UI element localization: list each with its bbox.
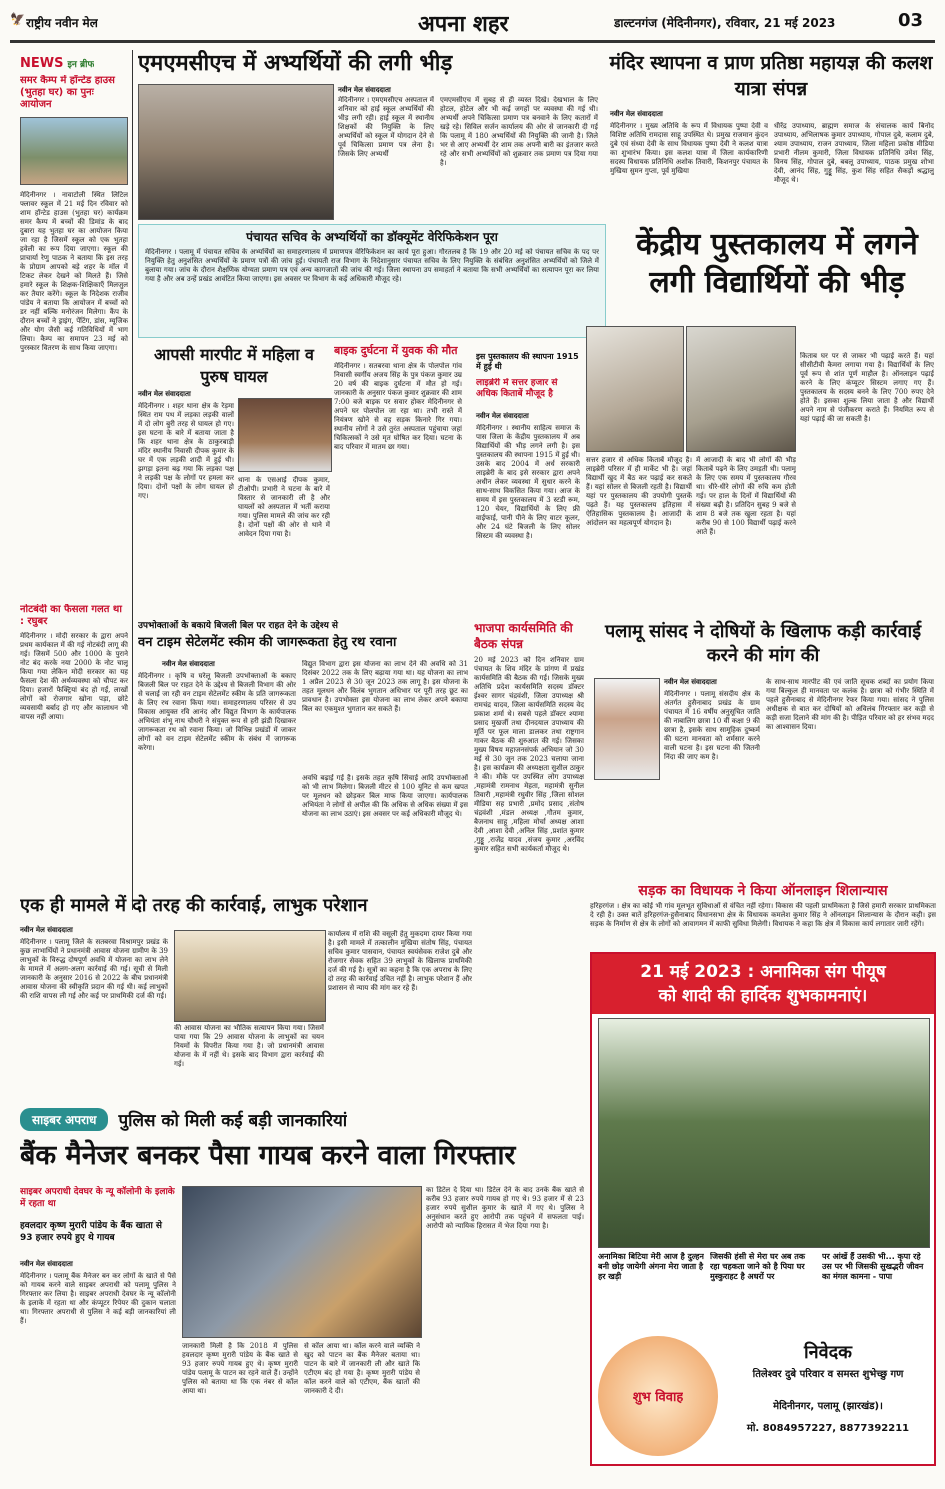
ad-logo (598, 1336, 718, 1456)
notebandi-headline: नोटबंदी का फैसला गलत था : रघुबर (20, 604, 122, 627)
ad-couple-photo (598, 1018, 930, 1248)
masthead-divider (10, 40, 935, 43)
ad-date-line: 21 मई 2023 : अनामिका संग पीयूष (592, 954, 934, 984)
ots-story (138, 620, 468, 886)
library-photo-1 (586, 326, 684, 452)
mmch-story (138, 50, 600, 220)
wedding-ad (590, 952, 936, 1466)
library-col4: किताब घर पर से जाकर भी पढ़ाई करते हैं। यहां सीसीटीवी कैमरा लगाया गया है। विद्यार्थियों के लिए पूर्व रूप से शांत पूर्ण माहौल है। ऑनलाइन पढ़ाई करने के लिए कंप्यूटर सिस्टम लगाए गए हैं। पुस्तकालय के सदस्य बनने के लिए 700 रुपए देने होते हैं। इसका शुल्क लिया जाता है और विद्यार्थी अपने नाम से पंजीकरण कराते हैं। नियमित रूप से यहां पढ़ाई की जा सकती है। (800, 352, 934, 423)
saansad-col1: मेदिनीनगर । पलामू संसदीय क्षेत्र के अंतर्गत हुसैनाबाद प्रखंड के ग्राम पंचायत में 16 वर्षीय अनुसूचित जाति की नाबालिग छात्रा 10 वीं कक्षा 9 की छात्रा है, इसके साथ सामूहिक दुष्कर्म की घटना मानवता को शर्मसार करने वाली घटना है। इस घटना की जितनी निंदा की जाए कम है। (664, 690, 760, 761)
library-col2: सत्तर हजार से अधिक किताबें मौजूद है। लाइब्रेरी परिसर में ही मार्केट भी है। जहां विद्यार्थी खुद में बैठ कर पढ़ाई कर सकते हैं। यहां सोलर से बिजली रहती है। विद्यार्थी यहां पर पुस्तकालय की उपयोगी पुस्तकें पढ़ते हैं। यह पुस्तकालय इतिहास में ऐतिहासिक पुस्तकालय है। आजादी के आंदोलन का महत्वपूर्ण योगदान है। (586, 456, 692, 527)
marpit-photo (238, 398, 332, 472)
dohri-photo (174, 930, 326, 1022)
bike-headline: बाइक दुर्घटना में युवक की मौत (334, 344, 458, 357)
ad-logo-text: शुभ विवाह (632, 1390, 684, 1405)
page-number: 03 (898, 10, 924, 31)
marpit-headline: आपसी मारपीट में महिला व पुरुष घायल (154, 345, 314, 386)
cyber-tag: साइबर अपराध (20, 1108, 108, 1131)
cyber-photo (182, 1186, 422, 1338)
mmch-headline: एमएमसीएच में अभ्यर्थियों की लगी भीड़ (138, 51, 453, 76)
ad-place: मेदिनीनगर, पलामू (झारखंड)। (773, 1401, 883, 1412)
library-headline: केंद्रीय पुस्तकालय में लगने लगी विद्यार्थियों की भीड़ (636, 227, 918, 300)
cyber-col1: मेदिनीनगर । पलामू बैंक मैनेजर बन कर लोगों के खाते से पैसे को गायब करने वाले साइबर अपराधी को पलामू पुलिस ने गिरफ्तार कर लिया है। साइबर अपराधी देवघर के न्यू कॉलोनी के इलाके में रहता था और कंप्यूटर रिपेयर की दुकान चलाता था। गिरफ्तार अपराधी से पुलिस ने कई बड़ी जानकारियां ली हैं। (20, 1272, 176, 1325)
cyber-byline: नवीन मेल संवाददाता (20, 1260, 73, 1268)
brief-photo (20, 117, 128, 185)
library-caption: इस पुस्तकालय की स्थापना 1915 में हुई थी (476, 352, 579, 371)
ad-nivedak: निवेदक (803, 1342, 853, 1363)
masthead (0, 0, 945, 44)
cyber-col3: से कॉल आया था। कॉल करने वाले व्यक्ति ने खुद को पाटन का बैंक मैनेजर बताया था। पाटन के बारे में जानकारी ली और खाते कि एटीएम बंद हो गया है। कृष्ण मुरारी पांडेय से कॉल करने वाले को एटीएम, बैंक खातों की जानकारी दे दी। (304, 1342, 420, 1395)
ad-family: तिलेश्वर दुबे परिवार व समस्त शुभेच्छु गण (752, 1369, 904, 1380)
notebandi-story (20, 604, 128, 906)
section-title: अपना शहर (418, 12, 509, 37)
panchayat-headline: पंचायत सचिव के अभ्यर्थियों का डॉक्यूमेंट वेरिफिकेशन पूरा (246, 230, 498, 244)
cyber-label: पुलिस को मिली कई बड़ी जानकारियां (118, 1111, 348, 1131)
ots-byline: नवीन मेल संवाददाता (162, 660, 215, 668)
dohri-col1: मेदिनीनगर । पलामू जिले के सतबरवा विश्रामपुर प्रखंड के कुछ लाभार्थियों ने प्रधानमंत्री आवास योजना ग्रामीण के 39 लाभुकों के विरुद्ध दोषपूर्ण अवधि में योजना का लाभ लेने के मामले में अलग-अलग कार्रवाई की गई। सूची से मिली जानकारी के अनुसार 2016 से 2022 के बीच प्रधानमंत्री आवास योजना की स्वीकृति प्रदान की गई थी। कई लाभुकों की राशि वापस ली गई और कई पर प्राथमिकी दर्ज की गई। (20, 938, 168, 1000)
bhajpa-body: 20 मई 2023 को दिन शनिवार ग्राम पंचायत के शिव मंदिर के प्रांगण में प्रखंड कार्यसमिति की बैठक की गई। जिसके मुख्य अतिथि प्रदेश कार्यसमिति सदस्य डॉक्टर ईश्वर सागर चंद्रवंशी, जिला उपाध्यक्ष श्री रामचंद्र यादव, जिला कार्यसमिति सदस्य वेद प्रकाश शर्मा थे। सबसे पहले डॉक्टर श्यामा प्रसाद मुखर्जी तथा दीनदयाल उपाध्याय की मूर्ति पर फूल माला डालकर तथा राष्ट्रगान गाकर बैठक की शुरुआत की गई। जिसका मुख्य विषय महाजनसंपर्क अभियान जो 30 मई से 30 जून तक 2023 चलाया जाना है। इस कार्यक्रम की अध्यक्षता सुशील ठाकुर ने की। मौके पर उपस्थित लोग उपाध्यक्ष ,महामंत्री रामनाथ मेहता, महामंत्री सुनील तिवारी ,महामंत्री रघुवीर सिंह ,जिला सोशल मीडिया सह प्रभारी ,प्रमोद प्रसाद ,संतोष चंद्रवंशी ,मंडल अध्यक्ष ,गौतम कुमार, बैजनाथ साहू ,महिला मोर्चा अध्यक्ष आशा देवी ,आशा देवी ,अनिल सिंह ,प्रशांत कुमार ,गुड्डू ,राजेंद्र यादव ,संजय कुमार ,अरविंद कुमार सहित सभी कार्यकर्ता मौजूद थे। (474, 656, 584, 853)
library-col3: में आजादी के बाद भी लोगों की भीड़ किताबें पढ़ने के लिए उमड़ती थी। पलामू के लिए एक समय में पुस्तकालय गौरव था। धीरे-धीरे लोगों की रुचि कम होती गई। पर हाल के दिनों में विद्यार्थियों की संख्या बढ़ी है। प्रतिदिन सुबह 9 बजे से शाम 8 बजे तक खुला रहता है। यहां करीब 90 से 100 विद्यार्थी पढ़ाई करने आते हैं। (696, 456, 796, 536)
mmch-col1: मेदिनीनगर । एमएमसीएच अस्पताल में शनिवार को हाई स्कूल अभ्यर्थियों की भीड़ लगी रही। हाई स्कूल में स्थानीय शिक्षकों की नियुक्ति के लिए अभ्यर्थियों को स्कूल में योगदान देने से पूर्व चिकित्सा प्रमाण पत्र लेना है। जिसके लिए अभ्यर्थी (338, 96, 434, 158)
marpit-byline: नवीन मेल संवाददाता (138, 390, 191, 398)
library-photo-2 (686, 326, 796, 452)
dateline: डाल्टनगंज (मेदिनीनगर), रविवार, 21 मई 2023 (614, 16, 836, 30)
mandir-byline: नवीन मेल संवाददाता (610, 110, 663, 118)
library-story (470, 226, 936, 616)
dohri-col3: कार्यालय में राशि की वसूली हेतु मुकदमा दायर किया गया है। इसी मामले में तत्कालीन मुखिया संतोष सिंह, पंचायत सचिव कुमार पासवान, पंचायत स्वयंसेवक राजेश दुबे और रोजगार सेवक सहित 39 लाभुकों के खिलाफ प्राथमिकी दर्ज की गई है। सूत्रों का कहना है कि एक अपराध के लिए दो तरह की कार्रवाई उचित नहीं है। लाभुक परेशान हैं और प्रशासन से न्याय की मांग कर रहे हैं। (328, 930, 472, 992)
mmch-byline: नवीन मेल संवाददाता (338, 86, 391, 94)
dohri-story (20, 894, 472, 1104)
mandir-col1: मेदिनीनगर । मुख्य अतिथि के रूप में विधायक पुष्पा देवी व विशिष्ट अतिथि रामदास साहू उपस्थित थे। प्रमुख राजमान कुंदन दुबे एवं संध्या देवी के साथ विधायक पुष्पा देवी ने कलश यात्रा का शुभारंभ किया। इस कलश यात्रा में जिला कार्यकारिणी सदस्य विधायक प्रतिनिधि अशोक तिवारी, किशनपुर पंचायत के मुखिया सुमन गुप्ता, पूर्व मुखिया (610, 122, 768, 175)
brand-name: राष्ट्रीय नवीन मेल (26, 16, 98, 30)
cyber-col4: का डिटेल दे दिया था। डिटेल देने के बाद उनके बैंक खाते से करीब 93 हजार रुपये गायब हो गए थे। 93 हजार में से 23 हजार रुपये सुशील कुमार के खाते में गए थे। पुलिस ने अनुसंधान करते हुए आरोपी तक पहुंचने में सफलता पाई। आरोपी को न्यायिक हिरासत में भेज दिया गया है। (426, 1186, 584, 1230)
news-brief (20, 56, 128, 600)
notebandi-body: मेदिनीनगर । मोदी सरकार के द्वारा अपने प्रथम कार्यकाल में की गई नोटबंदी लागू की गई। जिसमें 500 और 1000 के पुराने नोट बंद करके नया 2000 के नोट चालू किया गया लेकिन मोदी सरकार का यह फैसला देश की अर्थव्यवस्था को चौपट कर दिया। हजारों फैक्ट्रियां बंद हो गईं, लाखों लोगों को रोजगार खोना पड़ा, छोटे व्यवसायी बर्बाद हो गए और कालाधन भी वापस नहीं आया। (20, 632, 128, 721)
sadak-story (590, 882, 936, 946)
library-subhead: लाइब्रेरी में सत्तर हजार से अधिक किताबें मौजूद है (476, 378, 558, 399)
brief-tag: इन ब्रीफ (67, 60, 95, 70)
bike-body: मेदिनीनगर । सतबरवा थाना क्षेत्र के पोलपोल गांव निवासी स्वर्गीय अजय सिंह के पुत्र पंकज कुमार उम्र 20 वर्ष की बाइक दुर्घटना में मौत हो गई। जानकारी के अनुसार पंकज कुमार शुक्रवार की शाम 7:00 बजे बाइक पर सवार होकर मेदिनीनगर से अपने घर पोलपोल जा रहा था। तभी रास्ते में नियंत्रण खोने से वह सड़क किनारे गिर गया। स्थानीय लोगों ने उसे तुरंत अस्पताल पहुंचाया जहां चिकित्सकों ने उसे मृत घोषित कर दिया। घटना के बाद परिवार में मातम छा गया। (334, 362, 462, 451)
ad-poem-row (598, 1252, 928, 1326)
mandir-headline: मंदिर स्थापना व प्राण प्रतिष्ठा महायज्ञ की कलश यात्रा संपन्न (609, 52, 933, 100)
ots-headline: वन टाइम सेटेलमेंट स्कीम की जागरूकता हेतु रथ रवाना (138, 635, 397, 650)
marpit-col2: थाना के एसआई दीपक कुमार, टीओपी। प्रभारी ने घटना के बारे में विस्तार से जानकारी ली है और घायलों को अस्पताल में भर्ती कराया गया। पुलिस मामले की जांच कर रही है। दोनों पक्षों की ओर से थाने में आवेदन दिया गया है। (238, 476, 330, 538)
library-byline: नवीन मेल संवाददाता (476, 412, 529, 420)
saansad-byline: नवीन मेल संवाददाता (664, 678, 717, 686)
sadak-headline: सड़क का विधायक ने किया ऑनलाइन शिलान्यास (638, 883, 888, 899)
ad-wish-line: को शादी की हार्दिक शुभकामनाएं। (592, 984, 934, 1014)
cyber-sub1: साइबर अपराधी देवघर के न्यू कॉलोनी के इलाके में रहता था (20, 1187, 175, 1209)
saansad-story (590, 620, 936, 878)
bhajpa-story (474, 620, 584, 1088)
ad-poem-1: अनामिका बिटिया मेरी आज है दुल्हन बनी छोड़ जायेगी अंगना मेरा जाता है हर खड़ी (598, 1252, 704, 1281)
mmch-photo (138, 84, 334, 220)
saansad-photo (594, 678, 660, 780)
marpit-col1: मेदिनीनगर । शहर थाना क्षेत्र के रेड़मा स्थित राम पथ में लड़का लड़की वालों में दो लोग बुरी तरह से घायल हो गए। इस घटना के बारे में बताया जाता है कि शहर थाना क्षेत्र के ठाकुरबाड़ी मंदिर स्थानीय निवासी दीपक कुमार के घर में एक लड़की शादी में हुई थी। झगड़ा इतना बढ़ गया कि लड़का पक्ष ने लड़की पक्ष के लोगों पर हमला कर दिया। दोनों पक्षों के लोग घायल हो गए। (138, 402, 234, 500)
ad-poem-2: जिसकी हंसी से मेरा घर अब तक रहा चहकता जाने को है पिया घर मुस्कुराहट है अधरों पर (710, 1252, 805, 1281)
news-tag: NEWS (20, 56, 64, 71)
dohri-headline: एक ही मामले में दो तरह की कार्रवाई, लाभुक परेशान (20, 895, 368, 916)
saansad-col2: के साथ-साथ मारपीट की एवं जाति सूचक शब्दों का प्रयोग किया गया बिल्कुल ही मानवता पर कलंक है। छात्रा को गंभीर स्थिति में पहले हुसैनाबाद से मेदिनीनगर रेफर किया गया। सांसद ने पुलिस अधीक्षक से बात कर दोषियों को अविलंब गिरफ्तार कर कड़ी से कड़ी सजा दिलाने की मांग की है। पीड़ित परिवार को हर संभव मदद का आश्वासन दिया। (766, 678, 934, 731)
library-col1: मेदिनीनगर । स्थानीय साहित्य समाज के पास जिला के केंद्रीय पुस्तकालय में अब विद्यार्थियों की भीड़ लगने लगी है। इस पुस्तकालय की स्थापना 1915 में हुई थी। उसके बाद 2004 में अर्ध सरकारी लाइब्रेरी के बाद इसे सरकार द्वारा अपने अधीन लेकर व्यवस्था में सुधार करने के साथ-साथ विकसित किया गया। आज के समय में इस पुस्तकालय में 3 स्टडी रूम, 120 चेयर, विद्यार्थियों के लिए फ्री वाईफाई, पानी पीने के लिए वाटर कूलर, और 24 घंटे बिजली के लिए सोलर सिस्टम की व्यवस्था है। (476, 424, 580, 540)
brief-body: मेदिनीनगर । नावाटोली स्थित लिटिल फ्लावर स्कूल में 21 मई दिन रविवार को शाम हॉन्टेड हाउस (भुतहा घर) कार्यक्रम समर कैम्प में बच्चों की डिमांड के बाद दुबारा यह भुतहा घर का आयोजन किया जा रहा है जिसमें स्कूल को एक भुतहा हवेली का रूप दिया जाएगा। स्कूल की प्राचार्या रेणु पाठक ने बताया कि इस तरह के प्रोग्राम आपको बड़े शहर के मॉल में टिकट लेकर देखने को मिलते हैं। जिसे हमारे स्कूल के शिक्षक-शिक्षिकाएँ मिलजुल कर तैयार करेंगे। स्कूल के निदेशक राजीव पांडेय ने बताया कि आयोजन में बच्चों को डर नहीं बल्कि मनोरंजन मिलेगा। कैंप के दौरान बच्चों ने ड्राइंग, पेंटिंग, डांस, म्यूजिक और योग जैसी कई गतिविधियों में भाग लिया। कैम्प का समापन 23 मई को पुरस्कार वितरण के साथ किया जाएगा। (20, 191, 128, 352)
mmch-col2: एमएमसीएच में सुबह से ही व्यस्त दिखे। देखभाल के लिए होटल, होटेल और भी कई जगहों पर व्यवस्था की गई थी। अभ्यर्थी अपने चिकित्सा प्रमाण पत्र बनवाने के लिए कतारों में खड़े रहे। सिविल सर्जन कार्यालय की ओर से जानकारी दी गई कि पलामू में 180 अभ्यर्थियों की नियुक्ति की जानी है। जिले भर से आए अभ्यर्थी देर शाम तक अपनी बारी का इंतजार करते रहे और सभी अभ्यर्थियों को शुक्रवार तक प्रमाण पत्र दिया गया है। (440, 96, 598, 167)
cyber-story (20, 1108, 584, 1468)
marpit-story (138, 344, 330, 634)
ad-poem-3: पर आंखें हैं उसकी भी... कृपा रहे उस पर भी जिसकी सुखद्भरी जीवन का मंगल कामना - पापा (822, 1252, 924, 1281)
ots-label: उपभोक्ताओं के बकाये बिजली बिल पर राहत देने के उद्देश्य से (138, 621, 339, 631)
eagle-logo-icon: 🦅 (10, 12, 25, 26)
bhajpa-headline: भाजपा कार्यसमिति की बैठक संपन्न (474, 621, 573, 651)
sadak-body: हरिहरगंज । क्षेत्र का कोई भी गांव मूलभूत सुविधाओं से वंचित नहीं रहेगा। विकास की पहली प्राथमिकता है जिसे हमारी सरकार प्राथमिकता दे रही है। उक्त बातें हरिहरगंज-हुसैनाबाद विधानसभा क्षेत्र के विधायक कमलेश कुमार सिंह ने ऑनलाइन शिलान्यास के दौरान कही। इस सड़क के निर्माण से क्षेत्र के लोगों को आवागमन में काफी सुविधा मिलेगी। विधायक ने कहा कि क्षेत्र में विकास कार्य लगातार जारी रहेंगे। (590, 902, 936, 928)
saansad-headline: पलामू सांसद ने दोषियों के खिलाफ कड़ी कार्रवाई करने की मांग की (604, 621, 922, 666)
panchayat-body: मेदिनीनगर । पलामू में पंचायत सचिव के अभ्यर्थियों का समाहरणालय में प्रमाणपत्र वेरिफिकेशन का कार्य पूरा हुआ। गौरतलब है कि 19 और 20 मई को पंचायत सचिव के पद पर नियुक्ति हेतु अनुशंसित अभ्यर्थियों के प्रमाण पत्रों की जांच हुई। पंचायती राज विभाग के निदेशानुसार पंचायत सचिव के लिए नियुक्ति के संबंधित अनुशंसित अभ्यर्थियों को जिले में बुलाया गया। जांच के दौरान शैक्षणिक योग्यता प्रमाण पत्र एवं अन्य कागजातों की जांच की गई। जिला स्थापना उप समाहर्ता ने बताया कि सभी अभ्यर्थियों का सत्यापन पूरा कर लिया गया है और अब उन्हें प्रखंड आवंटित किया जाएगा। इस अवसर पर विभाग के कई अधिकारी मौजूद रहे। (145, 248, 599, 283)
cyber-headline: बैंक मैनेजर बनकर पैसा गायब करने वाला गिरफ्तार (20, 1140, 516, 1171)
mandir-col2: धीरेंद्र उपाध्याय, ब्राह्मण समाज के संचालक कार्य बिनोद उपाध्याय, अभिलाषक कुमार उपाध्याय, गोपाल दुबे, कलाम दुबे, श्याम उपाध्याय, राजन उपाध्याय, जिला महिला प्रकोष्ठ मीडिया प्रभारी नीलम कुमारी, जिला विधायक प्रतिनिधि उमेश सिंह, विनय सिंह, गोपाल दुबे, बबलू उपाध्याय, पाठक प्रमुख शोभा देवी, आनंद सिंह, गुड्डू सिंह, कुश सिंह सहित सैकड़ों श्रद्धालु मौजूद थे। (774, 122, 934, 184)
ots-col2: विद्युत विभाग द्वारा इस योजना का लाभ देने की अवधि को 31 दिसंबर 2022 तक के लिए बढ़ाया गया था। यह योजना का लाभ 1 अप्रैल 2023 से 30 जून 2023 तक लागू है। इस योजना के तहत मूलधन और विलंब भुगतान अधिभार पर पूरी तरह छूट का प्रावधान है। उपभोक्ता इस योजना का लाभ लेकर अपने बकाया बिल का एकमुश्त भुगतान कर सकते हैं। (302, 660, 468, 713)
dohri-byline: नवीन मेल संवाददाता (20, 926, 73, 934)
bike-story (334, 344, 462, 634)
ots-col1: मेदिनीनगर । कृषि व घरेलू बिजली उपभोक्ताओं के बकाए बिजली बिल पर राहत देने के उद्देश्य से बिजली विभाग की ओर से चलाई जा रही वन टाइम सेटेलमेंट स्कीम के प्रति जागरूकता के लिए रथ रवाना किया गया। समाहरणालय परिसर से उप विकास आयुक्त रवि आनंद और विद्युत विभाग के कार्यपालक अभियंता शंभू नाथ चौधरी ने संयुक्त रूप से हरी झंडी दिखाकर जागरूकता रथ को रवाना किया। जो विभिन्न प्रखंडों में जाकर लोगों को वन टाइम सेटेलमेंट स्कीम के संबंध में जागरूक करेगा। (138, 672, 296, 752)
cyber-sub2: हवलदार कृष्ण मुरारी पांडेय के बैंक खाता से 93 हजार रुपये हुए थे गायब (20, 1221, 163, 1243)
mandir-story (606, 50, 936, 224)
left-column-rule (132, 50, 133, 910)
cyber-col2: जानकारी मिली है कि 2018 में पुलिस हवलदार कृष्ण मुरारी पांडेय के बैंक खाते से 93 हजार रुपये गायब हुए थे। कृष्ण मुरारी पांडेय पलामू के पाटन का रहने वाले हैं। उन्होंने पुलिस को बताया था कि एक नंबर से कॉल आया था। (182, 1342, 298, 1395)
dohri-col2: की आवास योजना का भौतिक सत्यापन किया गया। जिसमें पाया गया कि 29 आवास योजना के लाभुकों का चयन नियमों के विपरीत किया गया है। जो प्रधानमंत्री आवास योजना के में नहीं थे। इसके बाद विभाग द्वारा कार्रवाई की गई। (174, 1024, 324, 1068)
brief-headline: समर कैम्प में हॉन्टेड हाउस (भुतहा घर) का पुनः आयोजन (20, 75, 115, 110)
ots-col3: अवधि बढ़ाई गई है। इसके तहत कृषि सिंचाई आदि उपभोक्ताओं को भी लाभ मिलेगा। बिजली मीटर से 100 यूनिट से कम खपत पर मूलधन को छोड़कर बिल माफ किया जाएगा। कार्यपालक अभियंता ने लोगों से अपील की कि अधिक से अधिक संख्या में इस योजना का लाभ उठाएं। इस अवसर पर कई अधिकारी मौजूद थे। (302, 774, 468, 818)
ad-phone: मो. 8084957227, 8877392211 (746, 1423, 910, 1434)
